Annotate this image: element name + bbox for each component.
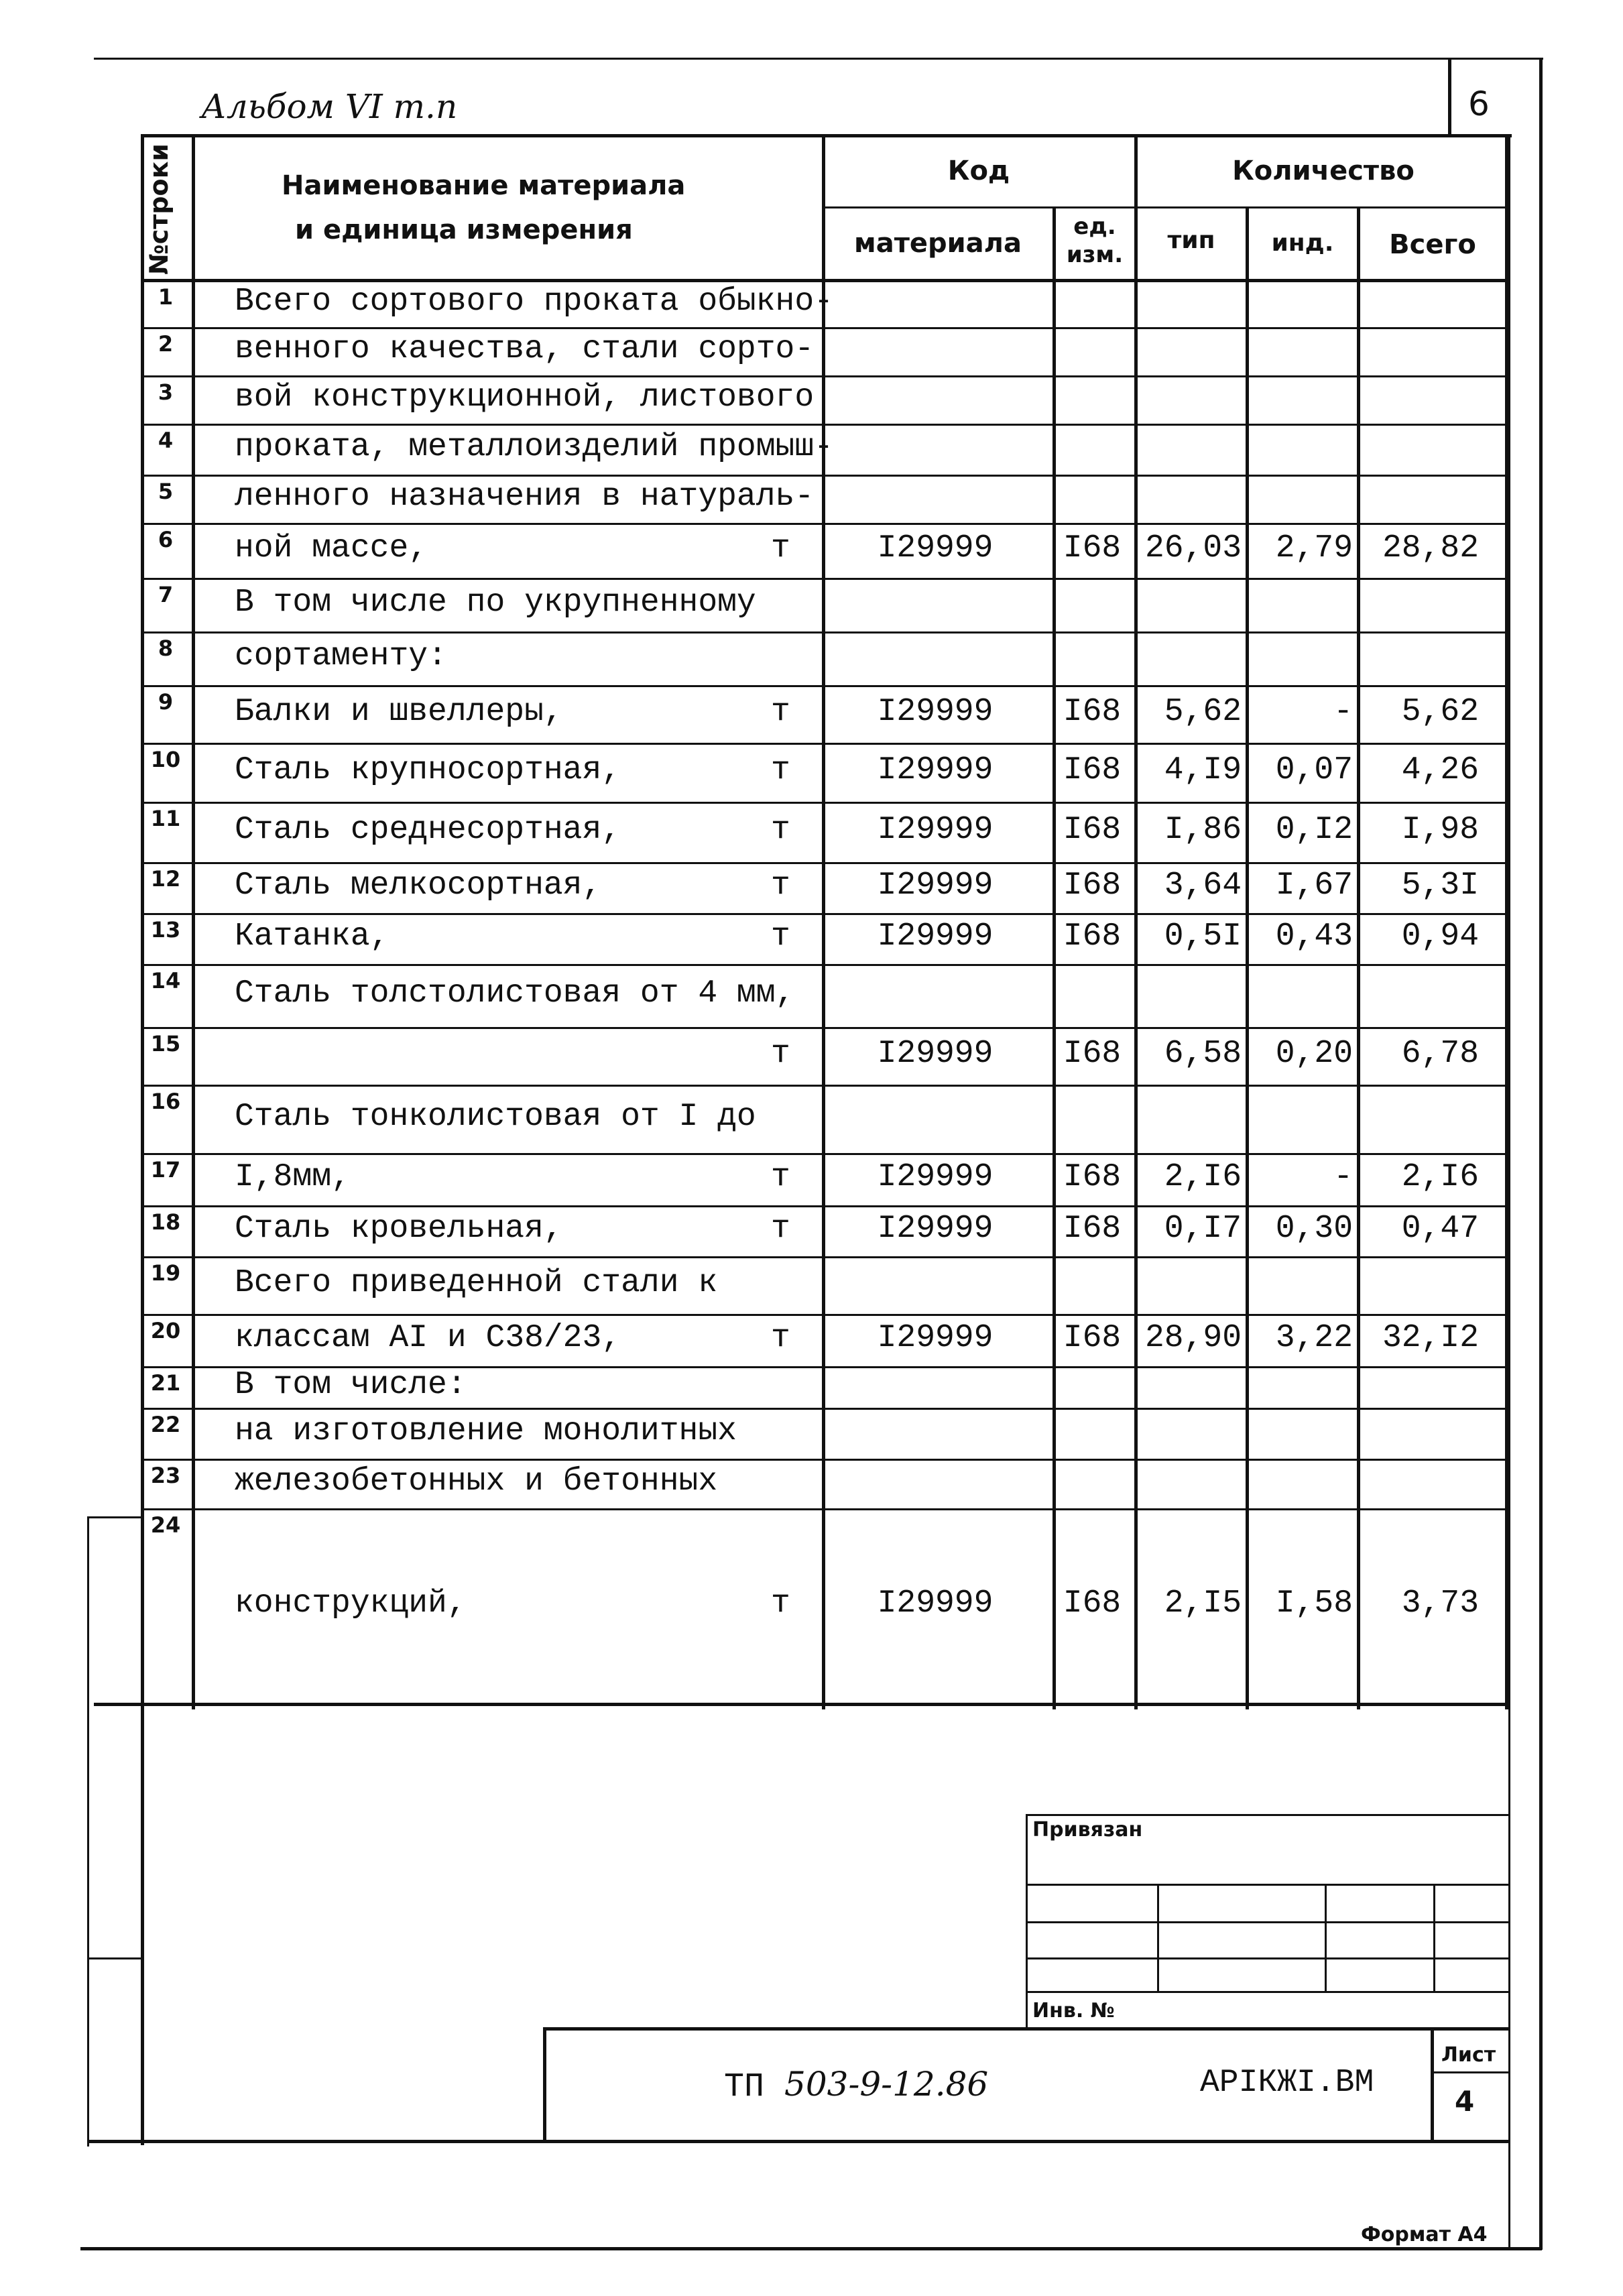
row-divider [141,475,1508,477]
row-type-qty: 5,62 [1164,694,1242,730]
row-name: Катанка, [235,918,389,955]
row-material-code: I29999 [877,867,994,904]
row-ind-qty: I,58 [1275,1585,1353,1622]
stamp-line-4 [1026,1991,1510,1993]
row-name: Сталь толстолистовая от 4 мм, [235,975,795,1012]
table-top [141,134,1512,137]
row-material-code: I29999 [877,694,994,730]
page-number: 6 [1468,84,1490,123]
row-number: 18 [150,1209,181,1235]
row-divider [141,1085,1508,1087]
row-material-code: I29999 [877,1585,994,1622]
frame-bottom [87,2140,1510,2143]
row-type-qty: 3,64 [1164,867,1242,904]
row-divider [141,1408,1508,1410]
stamp-line-1 [1026,1884,1510,1886]
unit-header-line2: изм. [1066,241,1124,268]
row-number: 12 [150,866,181,892]
row-divider [141,862,1508,864]
row-name: ной массе, [235,530,428,566]
row-divider [141,1459,1508,1461]
ind-header: инд. [1271,229,1334,257]
row-number: 2 [158,331,174,357]
row-unit: т [771,694,790,730]
sheet-label: Лист [1441,2043,1496,2067]
row-divider [141,424,1508,426]
row-total-qty: 4,26 [1401,752,1479,788]
row-name: Сталь кровельная, [235,1211,563,1247]
row-total-qty: 3,73 [1401,1585,1479,1622]
row-ind-qty: 0,43 [1275,918,1353,955]
row-number: 3 [158,379,174,405]
table-right [1505,134,1508,1709]
unit-header-line1: ед. [1073,213,1116,240]
format-label: Формат А4 [1361,2223,1488,2246]
row-total-qty: 0,47 [1401,1211,1479,1247]
row-name: В том числе: [235,1367,467,1403]
row-name: Всего приведенной стали к [235,1265,718,1301]
row-divider [141,1027,1508,1029]
row-ind-qty: 3,22 [1275,1320,1353,1356]
name-header-line1: Наименование материала [282,170,686,201]
row-ind-qty: - [1333,1159,1353,1195]
material-code-header: материала [854,228,1022,259]
total-header: Всего [1389,229,1476,260]
row-name: Сталь крупносортная, [235,752,621,788]
row-name: на изготовление монолитных [235,1413,737,1449]
row-material-code: I29999 [877,1159,994,1195]
row-ind-qty: 0,20 [1275,1036,1353,1072]
row-name: Всего сортового проката обыкно- [235,284,833,320]
row-number: 20 [150,1318,181,1343]
row-type-qty: 2,I5 [1164,1585,1242,1622]
row-name: Сталь мелкосортная, [235,867,602,904]
row-type-qty: 28,90 [1144,1320,1242,1356]
ind-divider [1246,206,1249,1709]
row-number: 24 [150,1512,181,1538]
row-name: Балки и швеллеры, [235,694,563,730]
document-mark: АРIКЖI.ВМ [1200,2065,1374,2101]
row-number: 23 [150,1463,181,1488]
stamp-col-2 [1325,1884,1327,1991]
quantity-header: Количество [1232,156,1415,186]
row-ind-qty: 0,30 [1275,1211,1353,1247]
stamp-line-2 [1026,1921,1510,1923]
row-unit-code: I68 [1063,530,1122,566]
row-divider [141,913,1508,915]
row-type-qty: 2,I6 [1164,1159,1242,1195]
row-divider [141,1205,1508,1207]
row-divider [141,743,1508,745]
row-material-code: I29999 [877,1211,994,1247]
row-unit: т [771,1211,790,1247]
row-number: 6 [158,527,174,552]
rownum-divider [192,134,195,1709]
row-name: ленного назначения в натураль- [235,479,815,515]
row-number: 1 [158,284,174,310]
row-name: классам АI и С38/23, [235,1320,621,1356]
row-total-qty: 0,94 [1401,918,1479,955]
name-header-line2: и единица измерения [295,215,633,245]
row-type-qty: 26,03 [1144,530,1242,566]
row-type-qty: I,86 [1164,812,1242,848]
row-divider [141,523,1508,525]
row-name: Сталь среднесортная, [235,812,621,848]
row-number: 11 [150,806,181,831]
row-material-code: I29999 [877,812,994,848]
row-name: вой конструкционной, листового [235,379,815,416]
row-ind-qty: 0,I2 [1275,812,1353,848]
row-number: 5 [158,479,174,504]
row-number: 14 [150,968,181,993]
row-number: 15 [150,1031,181,1056]
row-unit: т [771,530,790,566]
subheader-line [822,206,1507,208]
stamp-col-1 [1157,1884,1159,1991]
row-number: 16 [150,1089,181,1114]
row-unit: т [771,1585,790,1622]
row-total-qty: 5,3I [1401,867,1479,904]
row-unit-code: I68 [1063,1159,1122,1195]
row-total-qty: 32,I2 [1382,1320,1479,1356]
row-total-qty: 28,82 [1382,530,1479,566]
project-code: ТП 503-9-12.86 [724,2065,989,2106]
row-unit-code: I68 [1063,1585,1122,1622]
row-name: венного качества, стали сорто- [235,331,815,367]
code-header: Код [947,156,1010,186]
row-type-qty: 6,58 [1164,1036,1242,1072]
side-strip-top [87,1516,143,1518]
row-ind-qty: - [1333,694,1353,730]
row-material-code: I29999 [877,1320,994,1356]
row-number: 4 [158,428,174,453]
row-unit: т [771,918,790,955]
row-material-code: I29999 [877,530,994,566]
row-unit-code: I68 [1063,1320,1122,1356]
row-number: 9 [158,689,174,715]
inner-right-border [1508,137,1510,2248]
row-unit: т [771,1320,790,1356]
top-border [94,58,1543,60]
row-number: 8 [158,636,174,661]
stamp-top [1026,1814,1510,1816]
title-block-top [543,2027,1510,2031]
ed-divider [1053,206,1056,1709]
row-total-qty: 6,78 [1401,1036,1479,1072]
row-divider [141,1508,1508,1510]
row-unit: т [771,812,790,848]
table-bottom [94,1703,1508,1706]
row-unit-code: I68 [1063,694,1122,730]
row-name: конструкций, [235,1585,467,1622]
stamp-col-3 [1433,1884,1435,1991]
row-number: 17 [150,1157,181,1183]
row-number: 21 [150,1370,181,1396]
row-unit: т [771,1159,790,1195]
row-unit-code: I68 [1063,812,1122,848]
right-border [1539,58,1543,2250]
all-divider [1357,206,1360,1709]
row-unit-code: I68 [1063,918,1122,955]
row-name: Сталь тонколистовая от I до [235,1099,756,1135]
row-total-qty: 2,I6 [1401,1159,1479,1195]
row-divider [141,685,1508,687]
row-name: железобетонных и бетонных [235,1463,718,1500]
row-divider [141,802,1508,804]
type-header: тип [1167,227,1215,254]
row-unit: т [771,752,790,788]
page-box-left [1448,58,1451,137]
stamp-line-3 [1026,1957,1510,1959]
row-divider [141,964,1508,966]
row-name: сортаменту: [235,638,447,674]
row-name: В том числе по укрупненному [235,585,756,621]
footer-line [80,2247,1542,2250]
row-unit-code: I68 [1063,867,1122,904]
row-ind-qty: 2,79 [1275,530,1353,566]
row-ind-qty: I,67 [1275,867,1353,904]
inventory-number-label: Инв. № [1032,1999,1115,2022]
row-unit: т [771,867,790,904]
row-material-code: I29999 [877,752,994,788]
side-strip-left [87,1516,89,2147]
row-divider [141,1153,1508,1155]
row-number: 19 [150,1260,181,1286]
row-number: 7 [158,582,174,607]
row-unit-code: I68 [1063,1036,1122,1072]
row-divider [141,1256,1508,1258]
row-ind-qty: 0,07 [1275,752,1353,788]
row-divider [141,1314,1508,1316]
album-label: Альбом VI т.п [201,87,458,126]
row-divider [141,327,1508,329]
row-divider [141,631,1508,633]
side-strip-mid [87,1957,143,1959]
row-number: 22 [150,1412,181,1437]
row-name: проката, металлоизделий промыш- [235,429,833,465]
row-number: 10 [150,747,181,772]
row-material-code: I29999 [877,918,994,955]
row-type-qty: 0,5I [1164,918,1242,955]
row-divider [141,578,1508,580]
row-total-qty: I,98 [1401,812,1479,848]
row-type-qty: 4,I9 [1164,752,1242,788]
sheet-number: 4 [1455,2085,1475,2118]
row-material-code: I29999 [877,1036,994,1072]
row-name: I,8мм, [235,1159,351,1195]
title-block-left [543,2027,546,2142]
row-number: 13 [150,917,181,943]
row-divider [141,375,1508,377]
attached-label: Привязан [1032,1818,1143,1841]
sheet-box-divider [1431,2071,1510,2073]
header-bottom [141,279,1508,282]
row-unit-code: I68 [1063,1211,1122,1247]
row-total-qty: 5,62 [1401,694,1479,730]
sheet-box-left [1431,2027,1434,2142]
row-unit-code: I68 [1063,752,1122,788]
row-unit: т [771,1036,790,1072]
row-type-qty: 0,I7 [1164,1211,1242,1247]
